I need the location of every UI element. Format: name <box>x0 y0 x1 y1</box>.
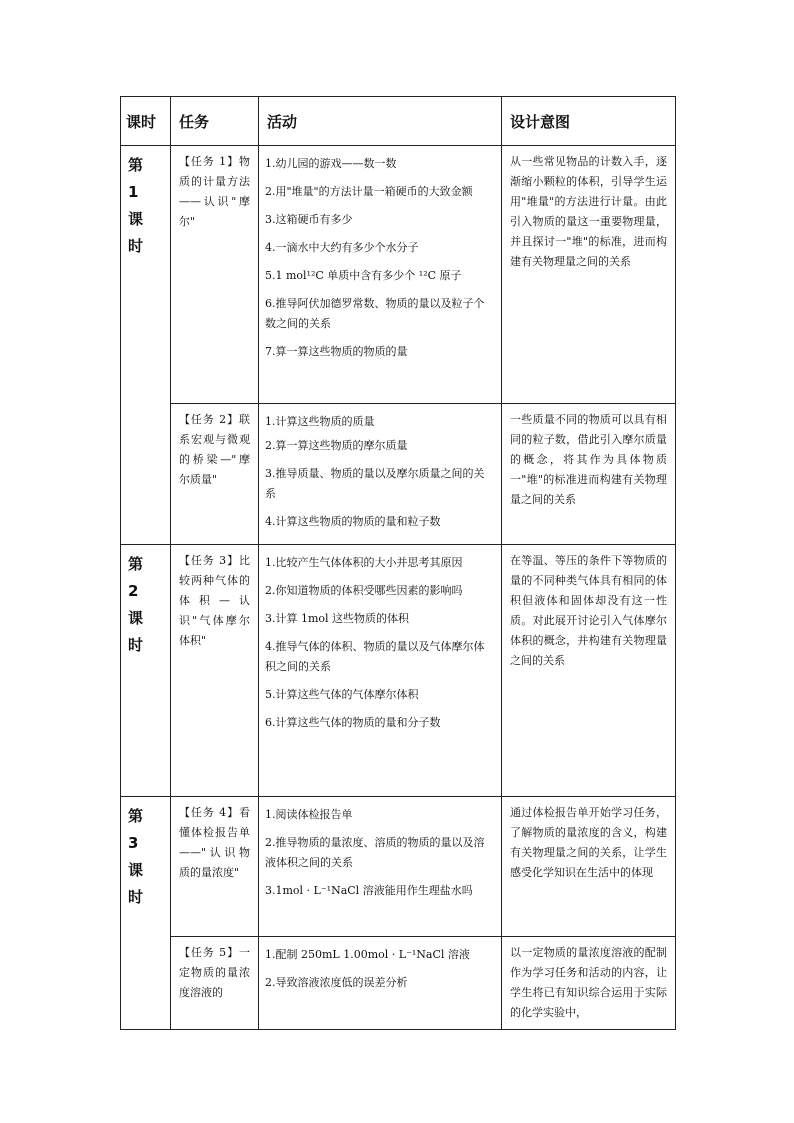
activity-item: 1.幼儿园的游戏——数一数 <box>265 157 397 170</box>
activity-item: 2.推导物质的量浓度、溶质的物质的量以及溶液体积之间的关系 <box>265 836 485 869</box>
activity-item: 1.计算这些物质的质量 <box>265 415 375 428</box>
header-intent: 设计意图 <box>502 97 676 146</box>
table-row <box>121 937 676 1030</box>
intent-cell: 从一些常见物品的计数入手，逐渐缩小颗粒的体积，引导学生运用"堆量"的方法进行计量。由此引入物质的量这一重要物理量，并且探讨一"堆"的标准，进而构建有关物理量之间的关系 <box>502 146 676 404</box>
activity-item: 2.用"堆量"的方法计量一箱硬币的大致金额 <box>265 185 473 198</box>
lesson-plan-table <box>120 96 676 1030</box>
activity-item: 1.配制 250mL 1.00mol · L⁻¹NaCl 溶液 <box>265 948 470 961</box>
task-cell: 【任务 5】一定物质的量浓度溶液的 <box>171 937 259 1030</box>
activity-item: 1.比较产生气体体积的大小并思考其原因 <box>265 556 463 569</box>
activity-item: 2.你知道物质的体积受哪些因素的影响吗 <box>265 584 463 597</box>
task-cell: 【任务 3】比较两种气体的体积—认识"气体摩尔体积" <box>171 545 259 797</box>
activity-cell <box>259 937 502 1030</box>
table-row <box>121 545 676 797</box>
activity-item: 4.计算这些物质的物质的量和粒子数 <box>265 515 441 528</box>
intent-cell: 以一定物质的量浓度溶液的配制作为学习任务和活动的内容，让学生将已有知识综合运用于实际的化学实验中， <box>502 937 676 1030</box>
header-activity: 活动 <box>259 97 502 146</box>
activity-item: 2.算一算这些物质的摩尔质量 <box>265 439 408 452</box>
table-row <box>121 797 676 937</box>
period-cell-3: 第 3 课 时 <box>121 797 171 1030</box>
activity-item: 5.计算这些气体的气体摩尔体积 <box>265 688 419 701</box>
table-row <box>121 146 676 404</box>
header-period: 课时 <box>121 97 171 146</box>
activity-item: 6.推导阿伏加德罗常数、物质的量以及粒子个数之间的关系 <box>265 297 485 330</box>
activity-item: 6.计算这些气体的物质的量和分子数 <box>265 716 441 729</box>
activity-item: 3.这箱硬币有多少 <box>265 213 353 226</box>
header-task: 任务 <box>171 97 259 146</box>
activity-item: 4.推导气体的体积、物质的量以及气体摩尔体积之间的关系 <box>265 640 485 673</box>
activity-cell <box>259 545 502 797</box>
header-row <box>121 97 676 146</box>
intent-cell: 在等温、等压的条件下等物质的量的不同种类气体具有相同的体积但液体和固体却没有这一性质。对此展开讨论引入气体摩尔体积的概念，并构建有关物理量之间的关系 <box>502 545 676 797</box>
table-row <box>121 404 676 545</box>
activity-item: 3.推导质量、物质的量以及摩尔质量之间的关系 <box>265 467 485 500</box>
period-cell-2: 第 2 课 时 <box>121 545 171 797</box>
task-cell: 【任务 2】联系宏观与微观的桥梁—"摩尔质量" <box>171 404 259 545</box>
task-cell: 【任务 1】物质的计量方法——认识"摩尔" <box>171 146 259 404</box>
activity-item: 2.导致溶液浓度低的误差分析 <box>265 976 408 989</box>
activity-item: 7.算一算这些物质的物质的量 <box>265 345 408 358</box>
activity-item: 3.1mol · L⁻¹NaCl 溶液能用作生理盐水吗 <box>265 884 473 897</box>
intent-cell: 通过体检报告单开始学习任务，了解物质的量浓度的含义，构建有关物理量之间的关系，让学生感受化学知识在生活中的体现 <box>502 797 676 937</box>
activity-cell <box>259 797 502 937</box>
activity-item: 5.1 mol¹²C 单质中含有多少个 ¹²C 原子 <box>265 269 462 282</box>
task-cell: 【任务 4】看懂体检报告单——"认识物质的量浓度" <box>171 797 259 937</box>
activity-cell <box>259 146 502 404</box>
activity-item: 1.阅读体检报告单 <box>265 808 353 821</box>
period-cell-1: 第 1 课 时 <box>121 146 171 545</box>
activity-item: 3.计算 1mol 这些物质的体积 <box>265 612 410 625</box>
intent-cell: 一些质量不同的物质可以具有相同的粒子数，借此引入摩尔质量的概念，将其作为具体物质一"堆"的标准进而构建有关物理量之间的关系 <box>502 404 676 545</box>
activity-cell <box>259 404 502 545</box>
activity-item: 4.一滴水中大约有多少个水分子 <box>265 241 419 254</box>
